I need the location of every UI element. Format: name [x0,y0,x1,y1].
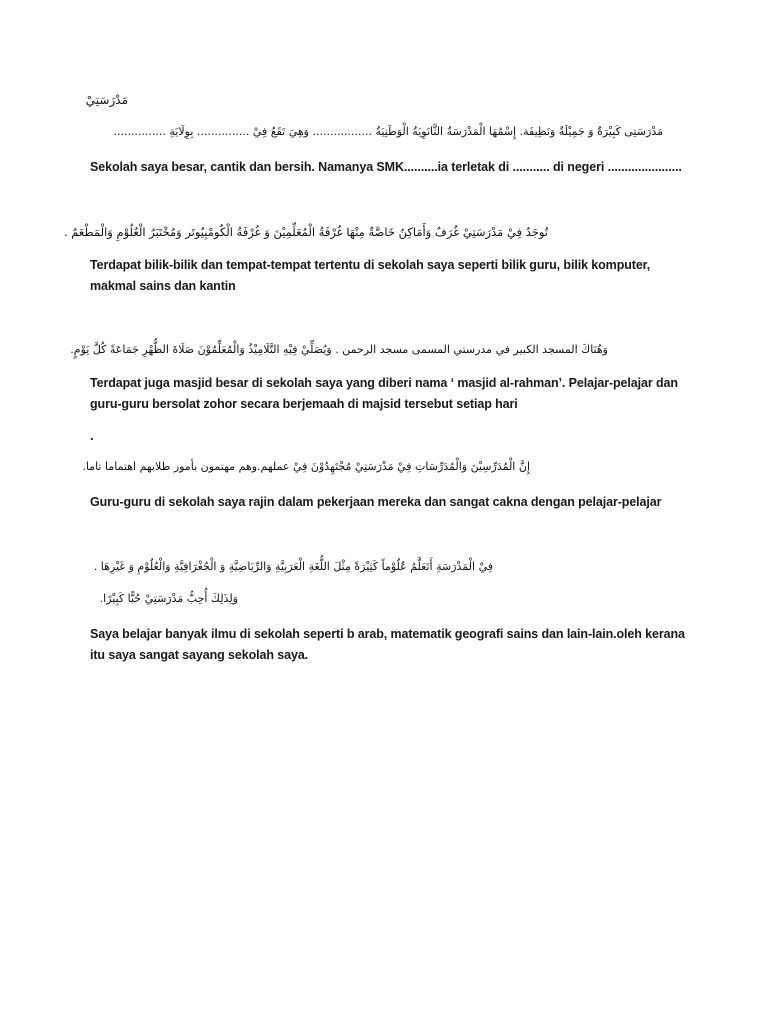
stray-dot: . [90,428,94,443]
arabic-paragraph-6: وَلِذَلِكَ أُحِبُّ مَدْرَسَتِيْ حُبًّا كَبِيْرًا. [99,592,238,605]
arabic-paragraph-1: مَدْرَسَتِى كَبِيْرَةٌ وَ جَمِيْلَةٌ وَنَظِيفَة. إِسْمُهَا الْمَدْرَسَةُ الثَّانَوِيَةُ الْوَطَنِيَةُ ................. وَهِيَ تَقَعُ فِيْ ............... بِوِلَايَةِ ............... [113,125,663,138]
arabic-paragraph-3: وَهُنَاكَ المسجد الكبير في مدرستي المسمى مسجد الرحمن . وَيُصَلِّيْ فِيْهِ التَّلَامِيْذُ وَالْمُعَلِّمُوْنَ صَلَاةَ الظُّهْرِ جَمَاعَةً كُلَّ يَوْمٍ. [70,343,608,356]
latin-paragraph-4: Guru-guru di sekolah saya rajin dalam pekerjaan mereka dan sangat cakna dengan pelajar-pelajar [90,495,662,509]
arabic-paragraph-5: فِيْ الْمَدْرَسَةِ أَتَعَلَّمُ عُلُوْماً كَثِيْرَةً مِثْلَ اللُّغَةِ الْعَرَبِيَّةِ وَالرِّيَاضِيَّةِ وَ الْجُغْرَافِيَّةِ وَالْعُلُوْمِ وَ غَيْرِهَا . [93,560,493,573]
latin-paragraph-5: Saya belajar banyak ilmu di sekolah seperti b arab, matematik geografi sains dan lain-lain.oleh kerana itu saya sangat sayang sekolah saya. [90,627,685,662]
arabic-paragraph-4: إِنَّ الْمُدَرِّسِيْنَ وَالْمُدَرِّسَاتِ فِيْ مَدْرَسَتِيْ مُجْتَهِدُوْنَ فِيْ عملهم.وهم مهتمون بأمور طلابهم اهتماما تاما. [82,460,530,473]
arabic-title: مَدْرَسَتِيْ [85,93,128,107]
latin-paragraph-2: Terdapat bilik-bilik dan tempat-tempat tertentu di sekolah saya seperti bilik guru, bilik komputer, makmal sains dan kantin [90,258,651,293]
latin-paragraph-3: Terdapat juga masjid besar di sekolah saya yang diberi nama ‘ masjid al-rahman’. Pelajar-pelajar dan guru-guru bersolat zohor secara berjemaah di majsid tersebut setiap hari [90,376,678,411]
latin-paragraph-1: Sekolah saya besar, cantik dan bersih. Namanya SMK..........ia terletak di ........... di negeri ...................... [90,160,682,174]
arabic-paragraph-2: تُوجَدُ فِيْ مَدْرَسَتِيْ غُرَفٌ وَأَمَاكِنُ خَاصَّةٌ مِنْهَا غُرْفَةُ الْمُعَلِّمِيْنَ وَ غُرْفَةُ الْكُومْبِيُوتَر وَمُخْتَبَرُ الْعُلُوْمِ وَالْمَطْعَمُ . [63,225,548,239]
